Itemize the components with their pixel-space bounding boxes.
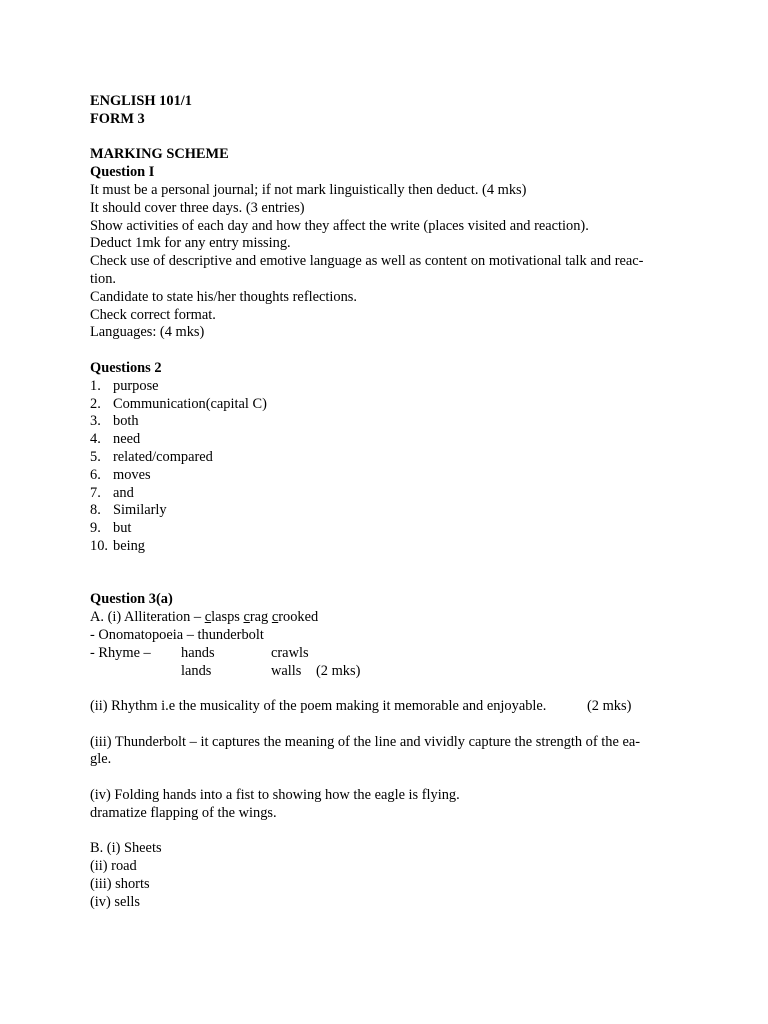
rhythm-line: (ii) Rhythm i.e the musicality of the poem making it memorable and enjoyable. (2 mks)	[90, 698, 632, 715]
thunderbolt-line-cont: gle.	[90, 751, 112, 768]
q1-line: Languages: (4 mks)	[90, 324, 205, 341]
part-b-item: (ii) road	[90, 858, 137, 875]
folding-hands-line: (iv) Folding hands into a fist to showing how the eagle is flying.	[90, 787, 460, 804]
q1-line: Check correct format.	[90, 306, 216, 323]
q1-heading: Question I	[90, 164, 155, 181]
document-title: MARKING SCHEME	[90, 146, 229, 163]
dramatize-line: dramatize flapping of the wings.	[90, 804, 277, 821]
q3-heading: Question 3(a)	[90, 591, 173, 608]
q1-line: It should cover three days. (3 entries)	[90, 199, 305, 216]
rhyme-row	[90, 645, 690, 663]
q2-answer-list	[90, 378, 690, 556]
q1-line: Deduct 1mk for any entry missing.	[90, 235, 291, 252]
onomatopoeia-line: - Onomatopoeia – thunderbolt	[90, 626, 264, 643]
part-b-item: (iv) sells	[90, 893, 140, 910]
list-item: 8. Similarly	[90, 502, 167, 519]
list-item: 7. and	[90, 484, 134, 501]
list-item: 6. moves	[90, 466, 151, 483]
marks-label: (2 mks)	[316, 662, 361, 679]
rhyme-word: crawls	[271, 644, 309, 661]
list-item: 2. Communication(capital C)	[90, 395, 267, 412]
part-b-item: (iii) shorts	[90, 876, 150, 893]
q1-line: Candidate to state his/her thoughts reflections.	[90, 288, 357, 305]
rhyme-word: walls	[271, 662, 302, 679]
list-item: 4. need	[90, 431, 141, 448]
q1-line: tion.	[90, 270, 116, 287]
rhyme-label: - Rhyme –	[90, 644, 151, 661]
rhyme-word: hands	[181, 644, 215, 661]
q1-line: Show activities of each day and how they affect the write (places visited and reaction).	[90, 217, 589, 234]
course-code: ENGLISH 101/1	[90, 93, 192, 109]
marking-scheme-page	[90, 93, 690, 912]
thunderbolt-line: (iii) Thunderbolt – it captures the meaning of the line and vividly capture the strength of the ea-	[90, 733, 641, 750]
list-item: 9. but	[90, 520, 132, 537]
form-label: FORM 3	[90, 110, 145, 127]
q1-line: Check use of descriptive and emotive language as well as content on motivational talk and reac-	[90, 253, 644, 270]
rhyme-row	[90, 663, 690, 681]
marks-label: (2 mks)	[587, 698, 632, 715]
list-item: 1. purpose	[90, 377, 159, 394]
rhyme-word: lands	[181, 662, 212, 679]
list-item: 10. being	[90, 537, 145, 554]
list-item: 3. both	[90, 413, 139, 430]
q2-heading: Questions 2	[90, 359, 162, 376]
part-b-item: B. (i) Sheets	[90, 840, 162, 857]
q1-line: It must be a personal journal; if not mark linguistically then deduct. (4 mks)	[90, 181, 527, 198]
alliteration-line: A. (i) Alliteration – clasps crag crooked	[90, 609, 319, 626]
list-item: 5. related/compared	[90, 448, 213, 465]
